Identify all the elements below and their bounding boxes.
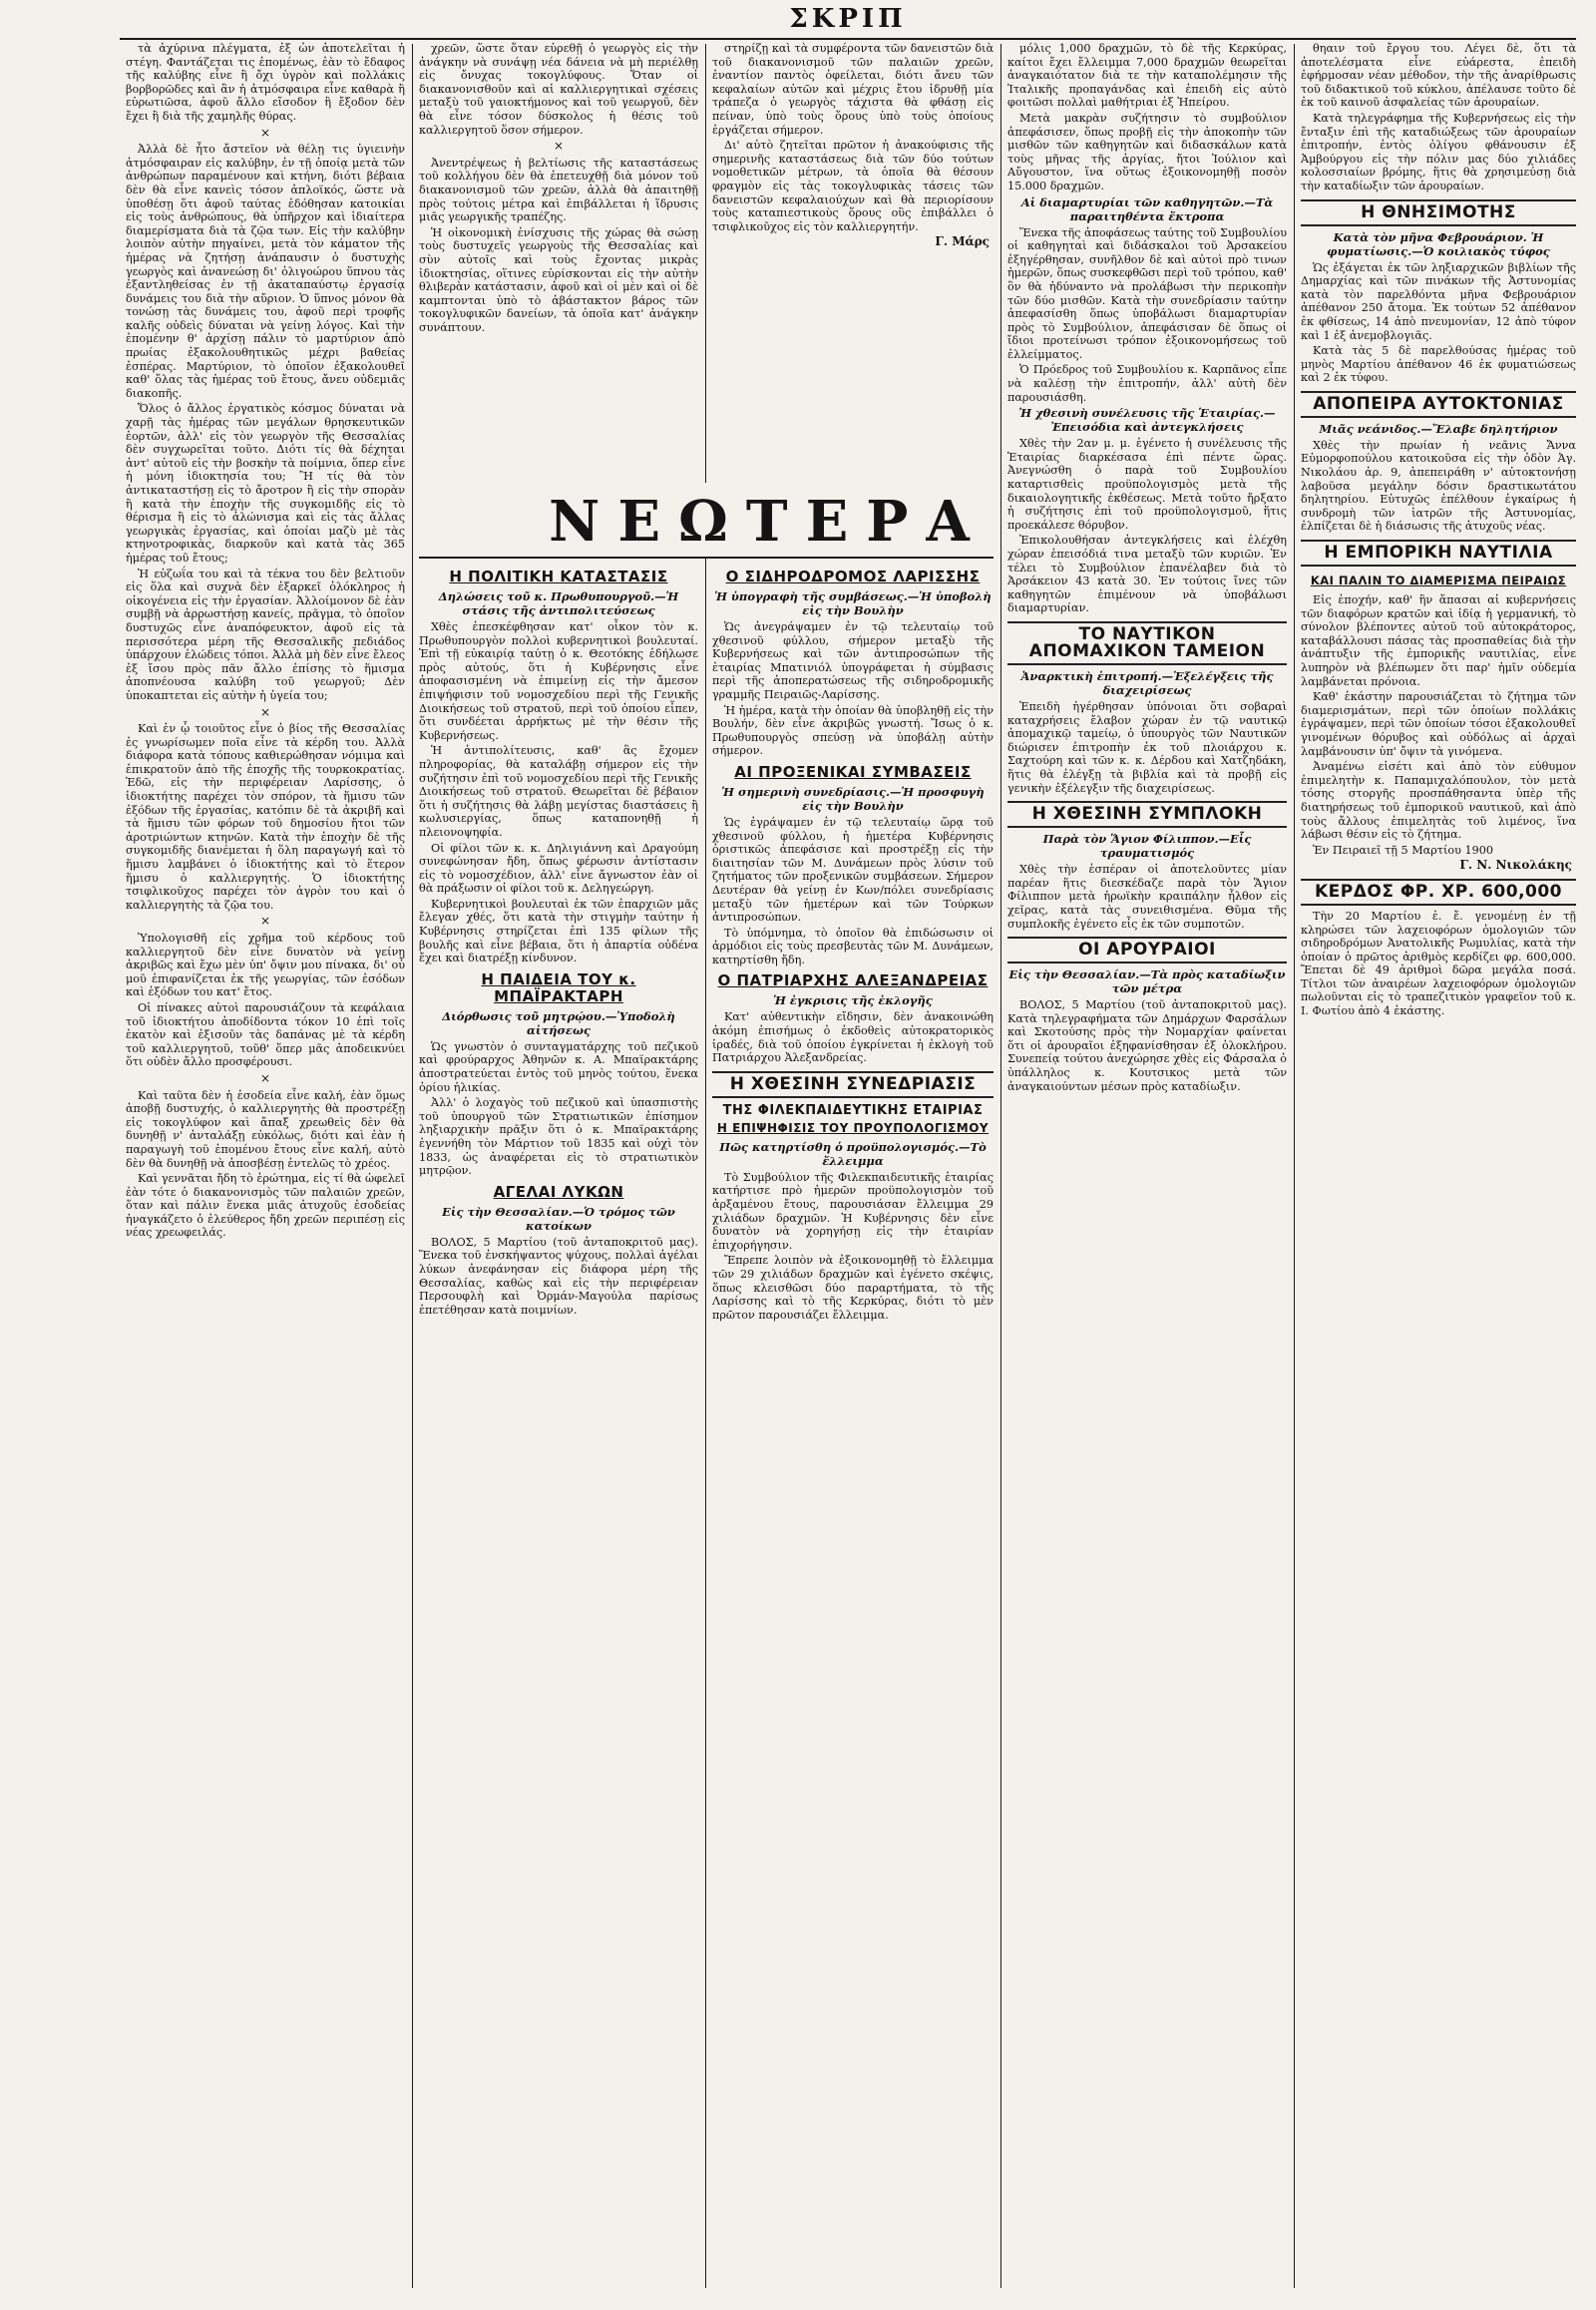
paragraph: Ἡ ἀντιπολίτευσις, καθ' ἃς ἔχομεν πληροφορίας, θὰ καταλάβῃ σήμερον εἰς τὴν συζήτησιν ἐπὶ τοῦ νομοσχεδίου περὶ τῆς Γενικῆς Διοικήσεως τοῦ στρατοῦ. Θεωρεῖται δὲ βέβαιον ὅτι ἡ συζήτησις θὰ λάβῃ μεγίστας διαστάσεις ἢ κωλυσιεργίας, ὅπως καταπονηθῇ ἡ πλειονοψηφία. (419, 744, 698, 839)
section-subtitle: Κατὰ τὸν μῆνα Φεβρουάριον. Ἡ φυματίωσις.—Ὁ κοιλιακὸς τύφος (1327, 229, 1550, 258)
paragraph: Ὡς γνωστὸν ὁ συνταγματάρχης τοῦ πεζικοῦ καὶ φρούραρχος Ἀθηνῶν κ. Α. Μπαϊρακτάρης ἀποστρατεύεται ἐντὸς τοῦ μηνὸς τούτου, ἕνεκα ὁρίου ἡλικίας. (419, 1039, 698, 1094)
section-subtitle: Ἀναρκτικὴ ἐπιτροπή.—Ἐξελέγξεις τῆς διαχειρίσεως (1020, 668, 1274, 697)
paragraph: Καὶ ταῦτα δὲν ἡ ἐσοδεία εἶνε καλή, ἐὰν ὅμως ἀποβῇ δυστυχής, ὁ καλλιεργητὴς θὰ προστρέξῃ εἰς τοκογλύφον καὶ ἄπαξ χρεωθεὶς δὲν θὰ δυνηθῇ ν' ἀνταλάξῃ εὐκόλως, διότι καὶ ἐὰν ἡ παραγωγὴ τοῦ ἑπομένου ἔτους εἶνε καλή, αὐτὸ δὲν θὰ δυνηθῇ νὰ ἀποσβέσῃ ἐντελῶς τὸ χρέος. (126, 1088, 405, 1170)
paragraph: τὰ ἀχύρινα πλέγματα, ἐξ ὧν ἀποτελεῖται ἡ στέγη. Φαντάζεται τις ἑπομένως, ἐὰν τὸ ἔδαφος τῆς καλύβης εἶνε ἢ ὄχι ὑγρὸν καὶ πολλάκις βορβορῶδες καὶ ἂν ἡ ἀτμόσφαιρα εἶνε καθαρὰ ἢ εὐρωτιῶσα, ἀφοῦ ἄλλο εἴσοδον ἢ ἔξοδον δὲν ἔχει ἢ διὰ τῆς χαμηλῆς θύρας. (126, 42, 405, 123)
paragraph: Ὡς ἐξάγεται ἐκ τῶν ληξιαρχικῶν βιβλίων τῆς Δημαρχίας καὶ τῶν πινάκων τῆς Ἀστυνομίας κατὰ τὸν παρελθόντα μῆνα Φεβρουάριον ἀπέθανον 250 ἄτομα. Ἐκ τούτων 52 ἀπέθανον ἐκ φθίσεως, 14 ἀπὸ πνευμονίαν, 12 ἀπὸ τύφον καὶ 1 ἐξ ἀνεμοβλογιᾶς. (1301, 260, 1576, 342)
column-2-bottom (419, 563, 698, 2288)
section-title: Η ΘΝΗΣΙΜΟΤΗΣ (1301, 199, 1576, 226)
section-title-line: ΤΗΣ ΦΙΛΕΚΠΑΙΔΕΥΤΙΚΗΣ ΕΤΑΙΡΙΑΣ (722, 1102, 984, 1118)
column-1 (126, 42, 405, 2286)
neotera-banner: ΝΕΩΤΕΡΑ (549, 489, 988, 555)
section-title: ΚΕΡΔΟΣ ΦΡ. ΧΡ. 600,000 (1301, 879, 1576, 906)
section-title: Ο ΠΑΤΡΙΑΡΧΗΣ ΑΛΕΞΑΝΔΡΕΙΑΣ (717, 971, 989, 990)
paragraph: Καὶ γεννᾶται ἤδη τὸ ἐρώτημα, εἰς τί θὰ ὠφελεῖ ἐὰν τότε ὁ διακανονισμὸς τῶν παλαιῶν χρεῶν, ὅταν καὶ πάλιν ἕνεκα μιᾶς ἀτυχοῦς ἐσοδείας ἠναγκάζετο ὁ ἐλεύθερος ἤδη χρεῶν περιπέσῃ εἰς νέας χρεωφειλάς. (126, 1172, 405, 1240)
paragraph: Ἡ εὐζωΐα του καὶ τὰ τέκνα του δὲν βελτιοῦν εἰς ὅλα καὶ συχνὰ δὲν ἐξαρκεῖ ὁλόκληρος ἡ οἰκογένεια εἰς τὴν ἐργασίαν. Ἀλλοίμονον δὲ ἐὰν συμβῇ νὰ ἀρρωστήσῃ κανείς, πρᾶγμα, τὸ ὁποῖον δυστυχῶς εἶνε ἀναπόφευκτον, ἀφοῦ εἰς τὰ περισσότερα μέρη τῆς Θεσσαλικῆς πεδιάδος ὑπάρχουν ἑλώδεις τόποι. Ἀλλὰ μὴ δὲν εἶνε ἔλεος ἐξ ἴσου πρὸς πᾶν ἄλλο ἐπίσης τὸ ἥμισμα ἀποπνέουσα καλύβη τοῦ γεωργοῦ; Δὲν ὑποκαπτεται εἰς αὐτὴν ἡ ὑγεία του; (126, 567, 405, 702)
column-rule (1000, 44, 1001, 2288)
section-subtitle: Ἡ ὑπογραφὴ τῆς συμβάσεως.—Ἡ ὑποβολὴ εἰς τὴν Βουλὴν (714, 589, 992, 617)
paragraph: Τὴν 20 Μαρτίου ἐ. ἔ. γενομένῃ ἐν τῇ κληρώσει τῶν λαχειοφόρων ὁμολογιῶν τῶν σιδηροδρόμων Ἀνατολικῆς Ρωμυλίας, κατὰ τὴν ὁποίαν ὁ πρῶτος ἀριθμὸς κερδίζει φρ. 600,000. Ἔπεται δὲ 49 ἀριθμοὶ δῶρα μεγάλα ποσά. Τίτλοι τῶν ἀναιρέων λαχειοφόρων ὁμολογιῶν πωλοῦνται εἰς τὸ τραπεζιτικὸν γραφεῖον τοῦ κ. Ι. Φωτίου ἀπὸ 4 ἐκάστης. (1301, 909, 1576, 1018)
section-subtitle: Διόρθωσις τοῦ μητρῴου.—Ὑποδολὴ αἰτήσεως (442, 1008, 675, 1037)
paragraph: Ἐπικολουθήσαν ἀντεγκλήσεις καὶ ἐλέχθη χώραν ἐπεισόδιά τινα μεταξὺ τῶν κυριῶν. Ἐν τέλει τὸ Συμβούλιον ἐπανέλαβεν διὰ τὸ Ἀρσάκειον 43 κατὰ 30. Ἐν τούτοις ἴνες τῶν καθηγητῶν ἐπιμένουν νὰ ὑποβάλωσι διαμαρτυρίαν. (1007, 534, 1287, 615)
separator-x: × (553, 139, 565, 154)
paragraph: Οἱ φίλοι τῶν κ. κ. Δηλιγιάννη καὶ Δραγούμη συνεφώνησαν ἤδη, ὅπως φέρωσιν ἀντίστασιν εἰς τὸ νομοσχέδιον, ἀλλ' εἶνε ἄγνωστον ἐὰν οἱ θὰ πράξωσιν οἱ φίλοι τοῦ κ. Δεληγεώργη. (419, 841, 698, 896)
paragraph: Χθὲς τὴν πρωίαν ἡ νεᾶνις Ἄννα Εὐμορφοπούλου κατοικοῦσα εἰς τὴν ὁδὸν Ἀγ. Νικολάου ἀρ. 9, ἀπεπειράθη ν' αὐτοκτονήσῃ λαβοῦσα μεγάλην δόσιν δραστικωτάτου δηλητηρίου. Εὐτυχῶς ἐπέλθουν ἐγκαίρως ἡ συνδρομὴ τῶν ἰατρῶν τῆς Ἀστυνομίας, ἐλπίζεται δὲ ἡ διάσωσις τῆς ἀτυχοῦς νέας. (1301, 438, 1576, 534)
section-title: Η ΧΘΕΣΙΝΗ ΣΥΝΕΔΡΙΑΣΙΣ (712, 1071, 994, 1098)
paragraph: Ὁ Πρόεδρος τοῦ Συμβουλίου κ. Καρπᾶνος εἶπε νὰ καλέσῃ τὴν ἐπιτροπήν, ἀλλ' αὐτὴ δὲν παρουσιάσθη. (1007, 363, 1287, 404)
section-title: ΑΠΟΠΕΙΡΑ ΑΥΤΟΚΤΟΝΙΑΣ (1301, 391, 1576, 418)
section-title: ΑΓΕΛΑΙ ΛΥΚΩΝ (493, 1182, 624, 1201)
section-title: ΑΙ ΠΡΟΞΕΝΙΚΑΙ ΣΥΜΒΑΣΕΙΣ (734, 762, 972, 781)
section-title: Η ΠΟΛΙΤΙΚΗ ΚΑΤΑΣΤΑΣΙΣ (449, 568, 668, 585)
column-rule (705, 559, 706, 2288)
masthead-rule (120, 38, 1576, 40)
dateline: Ἐν Πειραιεῖ τῇ 5 Μαρτίου 1900 (1313, 843, 1493, 857)
separator-x: × (259, 1070, 271, 1085)
section-title: Η ΧΘΕΣΙΝΗ ΣΥΜΠΛΟΚΗ (1007, 801, 1287, 828)
paragraph: Ὡς ἀνεγράψαμεν ἐν τῷ τελευταίῳ τοῦ χθεσινοῦ φύλλου, σήμερον μεταξὺ τῆς Κυβερνήσεως καὶ τῶν ἀντιπροσώπων τῆς ἑταιρίας Μπατινιόλ ὑπογράφεται ἡ σύμβασις περὶ τῆς ἀποπερατώσεως τῆς σιδηροδρομικῆς γραμμῆς Πειραιῶς-Λαρίσσης. (712, 620, 994, 701)
paragraph: Καὶ ἐν ᾧ τοιοῦτος εἶνε ὁ βίος τῆς Θεσσαλίας ἐς γνωρίσωμεν ποῖα εἶνε τὰ κέρδη του. Ἀλλὰ διάφορα κατὰ τόπους καθιερώθησαν νόμιμα καὶ ἐπικρατοῦν ἀπὸ τῆς ἐποχῆς τῆς τουρκοκρατίας. Ἐδῶ, εἰς τὴν περιφέρειαν Λαρίσσης, ὁ ἰδιοκτήτης παρέχει τὸν σπόρον, τὰ ἥμισυ τῶν ἐξόδων τῆς ἐργασίας, κατόπιν δὲ τὰ ἀκριβῆ καὶ τὰ ἥμισυ τῶν φόρων τοῦ δημοσίου ἤτοι τῶν ἀροτριώντων κτηνῶν. Κατὰ τὴν ἐποχὴν δὲ τῆς συγκομιδῆς διανέμεται ἡ ὅλη παραγωγή καὶ τὸ ἥμισυ λαμβάνει ὁ ἰδιοκτήτης καὶ τὸ ἕτερον ἥμισυ ὁ καλλιεργητής. Ὁ ἰδιοκτήτης τσιφλικοῦχος παρέχει τὸν ἀγρὸν του καὶ ὁ καλλιεργητὴς τὰ ζῷα του. (126, 722, 405, 912)
paragraph: Κατὰ τὰς 5 δὲ παρελθούσας ἡμέρας τοῦ μηνὸς Μαρτίου ἀπέθανον 46 ἐκ φυματιώσεως καὶ 2 ἐκ τύφου. (1301, 344, 1576, 385)
masthead: ΣΚΡΙΠ (789, 4, 907, 34)
paragraph: Χθὲς ἐπεσκέφθησαν κατ' οἶκον τὸν κ. Πρωθυπουργὸν πολλοὶ κυβερνητικοὶ βουλευταί. Ἐπὶ τῇ εὐκαιρίᾳ ταύτῃ ὁ κ. Θεοτόκης ἐδήλωσε πρὸς αὐτούς, ὅτι ἡ Κυβέρνησις εἶνε ἀποφασισμένη νὰ ἐπιμείνῃ εἰς τὴν ἄμεσον ἐπιψήφισιν τοῦ νομοσχεδίου περὶ τῆς Γενικῆς Διοικήσεως τοῦ στρατοῦ, περὶ τοῦ ὁποίου εἶπεν, ὅτι συνδέεται ἀρρήκτως μὲ τὴν θέσιν τῆς Κυβερνήσεως. (419, 620, 698, 742)
paragraph: Ἀλλ' ὁ λοχαγὸς τοῦ πεζικοῦ καὶ ὑπασπιστὴς τοῦ ὑπουργοῦ τῶν Στρατιωτικῶν ἐπίσημον ληξιαρχικὴν πρᾶξιν ὅτι ὁ κ. Μπαϊρακτάρης ἐγεννήθη τὸν Μάρτιον τοῦ 1835 καὶ οὐχὶ τὸν 1833, ὡς ἀναφέρεται εἰς τὸ στρατιωτικὸν μητρῷον. (419, 1096, 698, 1178)
paragraph: Καθ' ἑκάστην παρουσιάζεται τὸ ζήτημα τῶν διαμερισμάτων, περὶ τῶν ὁποίων πολλάκις ἐγράψαμεν, περὶ τῶν ὁποίων τόσοι ἐξακολουθεῖ γινομένων θόρυβος καὶ οὐδόλως αἱ ἀρχαὶ λαμβάνουσιν ὑπ' ὄψιν τὰ γινόμενα. (1301, 690, 1576, 758)
section-title-line: Η ΕΠΙΨΗΦΙΣΙΣ ΤΟΥ ΠΡΟΥΠΟΛΟΓΙΣΜΟΥ (716, 1120, 990, 1135)
paragraph: στηρίζῃ καὶ τὰ συμφέροντα τῶν δανειστῶν διὰ τοῦ διακανονισμοῦ τῶν παλαιῶν χρεῶν, ἐναντίον παντὸς ὀφείλεται, διότι ἄνευ τῶν κεφαλαίων αὐτῶν καὶ μέχρις ἔτου ἱδρυθῇ μία τράπεζα ὁ γεωργὸς τάχιστα θὰ φθάσῃ εἰς πείναν, ὑπὸ τοὺς ὅρους ὑπὸ τοὺς ὁποίους ἐργάζεται σήμερον. (712, 42, 994, 137)
column-3-top (712, 42, 994, 481)
section-subtitle: Εἰς τὴν Θεσσαλίαν.—Ὁ τρόμος τῶν κατοίκων (442, 1204, 675, 1233)
paragraph: Κυβερνητικοὶ βουλευταὶ ἐκ τῶν ἐπαρχιῶν μᾶς ἔλεγαν χθές, ὅτι κατὰ τὴν στιγμὴν ταύτην ἡ Κυβέρνησις στηρίζεται ἐπὶ 135 φίλων τῆς βουλῆς καὶ εἶνε βέβαια, ὅτι ἡ ἀπαρτία οὐδένα ἔχει καὶ διατρέξῃ κίνδυνον. (419, 897, 698, 965)
section-title: Η ΠΑΙΔΕΙΑ ΤΟΥ κ. ΜΠΑΪΡΑΚΤΑΡΗ (481, 969, 636, 1005)
section-subtitle: Παρὰ τὸν Ἅγιον Φίλιππον.—Εἷς τραυματισμός (1042, 832, 1252, 861)
column-2-top (419, 42, 698, 481)
column-rule (412, 44, 413, 2288)
paragraph: Δι' αὐτὸ ζητεῖται πρῶτον ἡ ἀνακούφισις τῆς σημερινῆς καταστάσεως διὰ τῶν δύο τούτων νομοθετικῶν μέτρων, τὰ ὁποῖα θὰ θέσουν φραγμὸν εἰς τὰς τοκογλυφικὰς τάσεις τῶν δανειστῶν κεφαλαιούχων καὶ θὰ περιορίσουν τοὺς καταπιεστικοὺς ὅρους οὓς ἐπιβάλλει ὁ τσιφλικοῦχος εἰς τὸν καλλιεργητήν. (712, 139, 994, 233)
paragraph: Τὸ Συμβούλιον τῆς Φιλεκπαιδευτικῆς ἑταιρίας κατήρτισε πρὸ ἡμερῶν προϋπολογισμὸν τοῦ ἀρξαμένου ἔτους, παρουσιάσαν ἔλλειμμα 29 χιλιάδων δραχμῶν. Ἡ Κυβέρνησις δὲν εἶνε δυνατὸν νὰ χορηγήσῃ εἰς τὴν ἑταιρίαν ἐπιχορήγησιν. (712, 1170, 994, 1252)
section-title: ΤΟ ΝΑΥΤΙΚΟΝ ΑΠΟΜΑΧΙΚΟΝ ΤΑΜΕΙΟΝ (1007, 621, 1287, 665)
section-title-line: ΚΑΙ ΠΑΛΙΝ ΤΟ ΔΙΑΜΕΡΙΣΜΑ ΠΕΙΡΑΙΩΣ (1310, 574, 1567, 588)
paragraph: Ὑπολογισθῆ εἰς χρῆμα τοῦ κέρδους τοῦ καλλιεργητοῦ δὲν εἶνε δυνατὸν νὰ γείνῃ ἀκριβῶς καὶ ἔχω μὲν ὑπ' ὄψιν μου πίνακα, δι' οὗ μοῦ ἐπιφανίζεται ἐκ τῆς γεωργίας, τῶν ἐσόδων καὶ ἐξόδων του κατ' ἔτος. (126, 932, 405, 999)
paragraph: Ἀνεντρέψεως ἡ βελτίωσις τῆς καταστάσεως τοῦ κολλήγου δὲν θὰ ἐπετευχθῇ διὰ μόνον τοῦ διακανονισμοῦ τῶν χρεῶν, ἀλλὰ θὰ ἀπαιτηθῇ πρὸς τούτοις μέτρα καὶ ἐπιβάλλεται ἡ ἵδρυσις μιᾶς γεωργικῆς τραπέζης. (419, 156, 698, 224)
section-subtitle: Πῶς κατηρτίσθη ὁ προϋπολογισμός.—Τὸ ἔλλειμμα (719, 1139, 987, 1168)
paragraph: Ἀλλὰ δὲ ἦτο ἄστεῖον νὰ θέλῃ τις ὑγιεινὴν ἀτμόσφαιραν εἰς καλύβην, ἐν τῇ ὁποίᾳ μετὰ τῶν ἀνθρώπων παραμένουν καὶ κτήνη, διότι βέβαια δὲν θὰ εἶνε κανεὶς τόσον ἀπλοϊκός, ὥστε νὰ ὑποθέσῃ ὅτι ἀφοῦ ταύτας ἐδόθησαν κατοικίαι εἰς τοὺς ἀνθρώπους, θὰ ὑπῆρχον καὶ ἰδιαίτερα διαμερίσματα διὰ τὰ ζῷα των. Εἰς τὴν καλύβην λοιπὸν αὐτὴν πηγαίνει, μετὰ τὸν κάματον τῆς ἡμέρας νὰ ζητήσῃ ἀνάπαυσιν ὁ δυστυχὴς γεωργὸς καὶ ἀνανεώσῃ δι' ὀλιγοώρου ὕπνου τὰς ἐξαντληθείσας ἐν τῇ ἀκαταπαύστῳ ἐργασίᾳ δυνάμεις του διὰ τὴν αὔριον. Ὁ ὕπνος μόνον θὰ τονώσῃ τὰς δυνάμεις του, ἀφοῦ περὶ τροφῆς καλῆς οὐδεὶς δύναται νὰ γείνῃ λόγος. Καὶ τὴν ἐπομένην θ' ἀρχίσῃ πάλιν τὸ μαρτύριον ἀπὸ πρωίας ἐξακολουθητικῶς μέχρι βαθείας ἑσπέρας. Μαρτύριον, τὸ ὁποῖον ἐξακολουθεῖ καθ' ὅλας τὰς ἡμέρας τοῦ ἔτους, ἄνευ οὐδεμιᾶς διακοπῆς. (126, 143, 405, 400)
column-rule (705, 44, 706, 483)
author-signature: Γ. Μάρς (935, 234, 990, 249)
column-5 (1301, 42, 1576, 2286)
section-title: Η ΕΜΠΟΡΙΚΗ ΝΑΥΤΙΛΙΑ (1301, 540, 1576, 567)
paragraph: Εἰς ἐποχήν, καθ' ἣν ἅπασαι αἱ κυβερνήσεις τῶν διαφόρων κρατῶν καὶ ἰδίᾳ ἡ γερμανική, τὸ σύνολον βλέποντες αὐτοῦ τοῦ αὐτοκράτορος, καταβάλλουσι πάσας τὰς προσπαθείας διὰ τὴν ἀνάπτυξιν τῆς ἐμπορικῆς ναυτιλίας, εἶνε λυπηρὸν νὰ βλέπωμεν ὅτι παρ' ἡμῖν οὐδεμία λαμβάνεται πρόνοια. (1301, 593, 1576, 688)
paragraph: Ἡ οἰκονομικὴ ἐνίσχυσις τῆς χώρας θὰ σώσῃ τοὺς δυστυχεῖς γεωργοὺς τῆς Θεσσαλίας καὶ σὺν αὐτοῖς καὶ τοὺς ἔχοντας μικρὰς ἰδιοκτησίας, οἵτινες εὑρίσκονται εἰς τὴν αὐτὴν θλιβερὰν κατάστασιν, ἀφοῦ καὶ οἱ μὲν καὶ οἱ δὲ καμπτονται ὑπὸ τὸ ἀβάστακτον βάρος τῶν τοκογλυφικῶν δανείων, τὰ ὁποῖα κατ' ἀνάγκην συνάπτουν. (419, 225, 698, 334)
paragraph: Τὸ ὑπόμνημα, τὸ ὁποῖον θὰ ἐπιδώσωσιν οἱ ἀρμόδιοι εἰς τοὺς πρεσβευτὰς τῶν Μ. Δυνάμεων, κατηρτίσθη ἤδη. (712, 926, 994, 966)
banner-rule (419, 557, 994, 559)
paragraph: Χθὲς τὴν ἑσπέραν οἱ ἀποτελοῦντες μίαν παρέαν ἥτις διεσκέδαζε παρὰ τὸν Ἅγιον Φίλιππον μετὰ ἡρωϊκὴν κραιπάλην ἦλθον εἰς χεῖρας, κατὰ τὰς συνειθισμένα. Θῦμα τῆς συμπλοκῆς ἐγένετο εἷς ἐκ τῶν συμποτῶν. (1007, 863, 1287, 931)
separator-x: × (259, 704, 271, 719)
section-title: Ο ΣΙΔΗΡΟΔΡΟΜΟΣ ΛΑΡΙΣΣΗΣ (725, 568, 981, 585)
section-title: ΟΙ ΑΡΟΥΡΑΙΟΙ (1007, 937, 1287, 963)
paragraph: Ἡ ἡμέρα, κατὰ τὴν ὁποίαν θὰ ὑποβληθῇ εἰς τὴν Βουλήν, δὲν εἶνε ἀκριβῶς γνωστή. Ἴσως ὁ κ. Πρωθυπουργὸς σπεύσῃ νὰ ὑποβάλῃ αὐτὴν σήμερον. (712, 703, 994, 758)
paragraph: μόλις 1,000 δραχμῶν, τὸ δὲ τῆς Κερκύρας, καίτοι ἔχει ἔλλειμμα 7,000 δραχμῶν θεωρεῖται ἀναγκαιότατον διὰ τε τὴν καταπολέμησιν τῆς Ἰταλικῆς προπαγάνδας καὶ ἐπειδὴ εἰς αὐτὸ φοιτῶσι πολλαὶ μαθήτριαι ἐξ Ἠπείρου. (1007, 42, 1287, 110)
paragraph: Ἀναμένω εἰσέτι καὶ ἀπὸ τὸν εὐθυμον ἐπιμελητὴν κ. Παπαμιχαλόπουλον, τὸν μετὰ τόσης στοργῆς προσπάθησαντα ὑπὲρ τῆς διατηρήσεως τοῦ ἐμπορικοῦ ναυτικοῦ, καὶ ἀπὸ τοὺς ἄλλους ἐπιμελητὰς τοῦ λιμένος, ἵνα λάβωσι θέσιν εἰς τὸ ζήτημα. (1301, 760, 1576, 842)
paragraph: Μετὰ μακρὰν συζήτησιν τὸ συμβούλιον ἀπεφάσισεν, ὅπως προβῇ εἰς τὴν ἀποκοπὴν τῶν μισθῶν τῶν καθηγητῶν καὶ διδασκάλων κατὰ τοὺς μῆνας τῆς ἀργίας, ἤτοι Ἰούλιον καὶ Αὔγουστον, ἵνα οὕτως ἐξοικονομηθῇ ποσὸν 15.000 δραχμῶν. (1007, 111, 1287, 192)
paragraph: Ἕνεκα τῆς ἀποφάσεως ταύτης τοῦ Συμβουλίου οἱ καθηγηταὶ καὶ διδάσκαλοι τοῦ Ἀρσακείου ἐξηγέρθησαν, συνῆλθον δὲ καὶ αὐτοὶ πρὸ τινων ἡμερῶν, ὅπως συσκεφθῶσι περὶ τοῦ τρόπου, καθ' ὃν θὰ ἠδύναντο νὰ προλάβωσι τὴν περικοπὴν τῶν δύο μισθῶν. Κατὰ τὴν συνεδρίασιν ταύτην ἀπεφασίσθη ὅπως ὑποβάλωσι διαμαρτυρίαν πρὸς τὸ Συμβούλιον, ἀπεφάσισαν δὲ ὅπως οἱ ἴδιοι προτείνωσι τρόπον ἐξοικονομήσεως τοῦ ἐλλείμματος. (1007, 225, 1287, 361)
paragraph: ΒΟΛΟΣ, 5 Μαρτίου (τοῦ ἀνταποκριτοῦ μας). Ἕνεκα τοῦ ἐνσκήψαντος ψύχους, πολλαὶ ἀγέλαι λύκων ἀνεφάνησαν εἰς διάφορα μέρη τῆς Θεσσαλίας, καθὼς καὶ εἰς τὴν περιφέρειαν Περσουφλὴ καὶ Ὀρμάν-Μαγούλα παρίσως ἐπετέθησαν κατὰ ποιμνίων. (419, 1235, 698, 1317)
paragraph: Ἔπρεπε λοιπὸν νὰ ἐξοικονομηθῇ τὸ ἔλλειμμα τῶν 29 χιλιάδων δραχμῶν καὶ ἐγένετο σκέψις, ὅπως κλεισθῶσι δύο παραρτήματα, τὸ τῆς Λαρίσσης καὶ τὸ τῆς Κερκύρας, διότι τὸ μὲν πρῶτον παρουσιάζει ἔλλειμμα. (712, 1254, 994, 1322)
author-signature: Γ. Ν. Νικολάκης (1459, 858, 1572, 873)
column-4 (1007, 42, 1287, 2286)
separator-x: × (259, 914, 271, 929)
paragraph: χρεῶν, ὥστε ὅταν εὑρεθῇ ὁ γεωργὸς εἰς τὴν ἀνάγκην νὰ συνάψῃ νέα δάνεια νὰ μὴ περιέλθῃ εἰς ὄνυχας τοκογλύφους. Ὅταν οἱ διακανονισθοῦν καὶ αἱ καλλιεργητικαὶ σχέσεις μεταξὺ τοῦ γαιοκτήμονος καὶ τοῦ γεωργοῦ, δὲν θὰ εἶνε τόσον δύσκολος ἡ θέσις τοῦ καλλιεργητοῦ ὅσον σήμερον. (419, 42, 698, 137)
section-subtitle: Ἡ ἐγκρισις τῆς ἐκλογῆς (773, 993, 933, 1008)
paragraph: θηαιν τοῦ ἔργου του. Λέγει δὲ, ὅτι τὰ ἀποτελέσματα εἶνε εὐάρεστα, ἐπειδὴ ἐφήρμοσαν νέαν μέθοδον, τὴν τῆς ἀναρίθρωσις τοῦ διδακτικοῦ τοῦ κύκλου, ἀπέλαυσε τοῦτο δὲ ἐκ τοῦ καινοῦ ἀσφαλείας τῶν ἀρουραίων. (1301, 42, 1576, 110)
column-rule (1294, 44, 1295, 2288)
paragraph: Κατ' αὐθεντικὴν εἴδησιν, δὲν ἀνακοινώθη ἀκόμη ἐπισήμως ὁ ἐκδοθεὶς αὐτοκρατορικὸς ἰραδές, διὰ τοῦ ὁποίου ἐγκρίνεται ἡ ἐκλογὴ τοῦ Πατριάρχου Ἀλεξανδρείας. (712, 1010, 994, 1065)
section-subtitle: Εἰς τὴν Θεσσαλίαν.—Τὰ πρὸς καταδίωξιν τῶν μέτρα (1008, 967, 1286, 996)
paragraph: Ὅλος ὁ ἄλλος ἐργατικὸς κόσμος δύναται νὰ χαρῇ τὰς ἡμέρας τῶν μεγάλων θρησκευτικῶν ἑορτῶν, ἀλλ' εἰς τὸν γεωργὸν τῆς Θεσσαλίας δὲν συγχωρεῖται τοῦτο. Διότι τίς θὰ δέχηται ἀντ' αὐτοῦ εἰς τὴν βοσκὴν τὰ ποίμνια, ὅπερ εἶνε ἡ μόνη ἰδιοκτησία του; Ἢ τίς θὰ τὸν ἀντικαταστήσῃ εἰς τὸ ἄροτρον ἢ εἰς τὴν σπορὰν ἢ κατὰ τὴν ἐποχὴν τῆς συγκομιδῆς εἰς τὸ θέρισμα ἢ εἰς τὸ ἀλώνισμα καὶ εἰς τὰς ἄλλας γεωργικὰς ἐργασίας, καὶ ὁποίαι μαζὺ μὲ τὰς κτηνοτροφικὰς, διαρκοῦν καὶ κατὰ τὰς 365 ἡμέρας τοῦ ἔτους; (126, 402, 405, 565)
paragraph: Ἐπειδὴ ἠγέρθησαν ὑπόνοιαι ὅτι σοβαραὶ καταχρήσεις ἔλαβον χώραν ἐν τῷ ναυτικῷ ἀπομαχικῷ ταμείῳ, ὁ ὑπουργὸς τῶν Ναυτικῶν διώρισεν ἐπιτροπὴν ἐκ τοῦ πλοιάρχου κ. Σαχτούρη καὶ τῶν κ. κ. Δέρδου καὶ Χατζηδάκη, ἥτις θὰ ἐλέγξῃ τὰ βιβλία καὶ τὰ προβῇ εἰς γενικὴν ἐξέλεγξιν τῆς διαχειρίσεως. (1007, 699, 1287, 795)
paragraph: Ὡς ἐγράψαμεν ἐν τῷ τελευταίῳ ὥρᾳ τοῦ χθεσινοῦ φύλλου, ἡ ἡμετέρα Κυβέρνησις ὁριστικῶς ἀπεφάσισε καὶ προστρέξῃ εἰς τὴν διαιτησίαν τῶν Μ. Δυνάμεων πρὸς λύσιν τοῦ ζητήματος τῶν προξενικῶν συμβάσεων. Σήμερον Δευτέραν θὰ γείνῃ ἐν Κων/πόλει συνεδρίασις μεταξὺ τῶν ἡμετέρων καὶ τῶν Τούρκων ἀντιπροσώπων. (712, 815, 994, 925)
section-subtitle: Δηλώσεις τοῦ κ. Πρωθυπουργοῦ.—Ἡ στάσις τῆς ἀντιπολιτεύσεως (438, 589, 679, 617)
section-subtitle: Ἡ σημερινὴ συνεδρίασις.—Ἡ προσφυγὴ εἰς τὴν Βουλὴν (721, 784, 985, 813)
section-subtitle: Μιᾶς νεάνιδος.—Ἔλαβε δηλητήριον (1319, 421, 1558, 436)
separator-x: × (259, 125, 271, 140)
paragraph: Οἱ πίνακες αὐτοὶ παρουσιάζουν τὰ κεφάλαια τοῦ ἰδιοκτήτου ἀποδίδοντα τόκον 10 ἐπὶ τοῖς ἑκατὸν καὶ ἐξισοῦν τὰς δαπάνας μὲ τὰ κέρδη τοῦ καλλιεργητοῦ, τοῦθ' ὅπερ μᾶς ἀποδεικνύει ὅτι οὐδὲν ἄλλο προσφέρουσι. (126, 1000, 405, 1069)
paragraph: Κατὰ τηλεγράφημα τῆς Κυβερνήσεως εἰς τὴν ἔνταξιν ἐπὶ τῆς καταδιώξεως τῶν ἀρουραίων ἐπιτροπήν, ἐντὸς ὀλίγου φθάνουσιν ἐξ Ἀμβούργου εἰς τὴν πόλιν μας δύο χιλιάδες κολοσσιαίων βρόμης, ἥτις θὰ χρησιμεύσῃ διὰ τὴν καταδίωξιν τῶν ἀρουραίων. (1301, 111, 1576, 192)
paragraph: Χθὲς τὴν 2αν μ. μ. ἐγένετο ἡ συνέλευσις τῆς Ἑταιρίας διαρκέσασα ἐπὶ πέντε ὥρας. Ἀνεγνώσθη ὁ παρὰ τοῦ Συμβουλίου καταρτισθεὶς προϋπολογισμὸς μετὰ τῆς δικαιολογητικῆς ἐκθέσεως. Μετὰ τοῦτο ἤρξατο ἡ συζήτησις ἐπὶ τοῦ προϋπολογισμοῦ, ἥτις προεκάλεσε θόρυβον. (1007, 437, 1287, 532)
section-subtitle: Ἡ χθεσινὴ συνέλευσις τῆς Ἑταιρίας.—Ἐπεισόδια καὶ ἀντεγκλήσεις (1018, 406, 1276, 435)
paragraph: ΒΟΛΟΣ, 5 Μαρτίου (τοῦ ἀνταποκριτοῦ μας). Κατὰ τηλεγραφήματα τῶν Δημάρχων Φαρσάλων καὶ Σκοτούσης πρὸς τὴν Νομαρχίαν φαίνεται ὅτι οἱ ἀρουραῖοι ἐξηφανίσθησαν ἐξ ὁλοκλήρου. Συνεπείᾳ τούτου ἀνεχώρησε χθὲς εἰς Φάρσαλα ὁ ὑπάλληλος κ. Κουτσικος μετὰ τῶν ἀναγκαιούντων μέσων πρὸς καταδίωξιν. (1007, 998, 1287, 1093)
column-3-bottom (712, 563, 994, 2288)
section-subtitle: Αἱ διαμαρτυρίαι τῶν καθηγητῶν.—Τὰ παραιτηθέντα ἔκτροπα (1020, 194, 1274, 223)
